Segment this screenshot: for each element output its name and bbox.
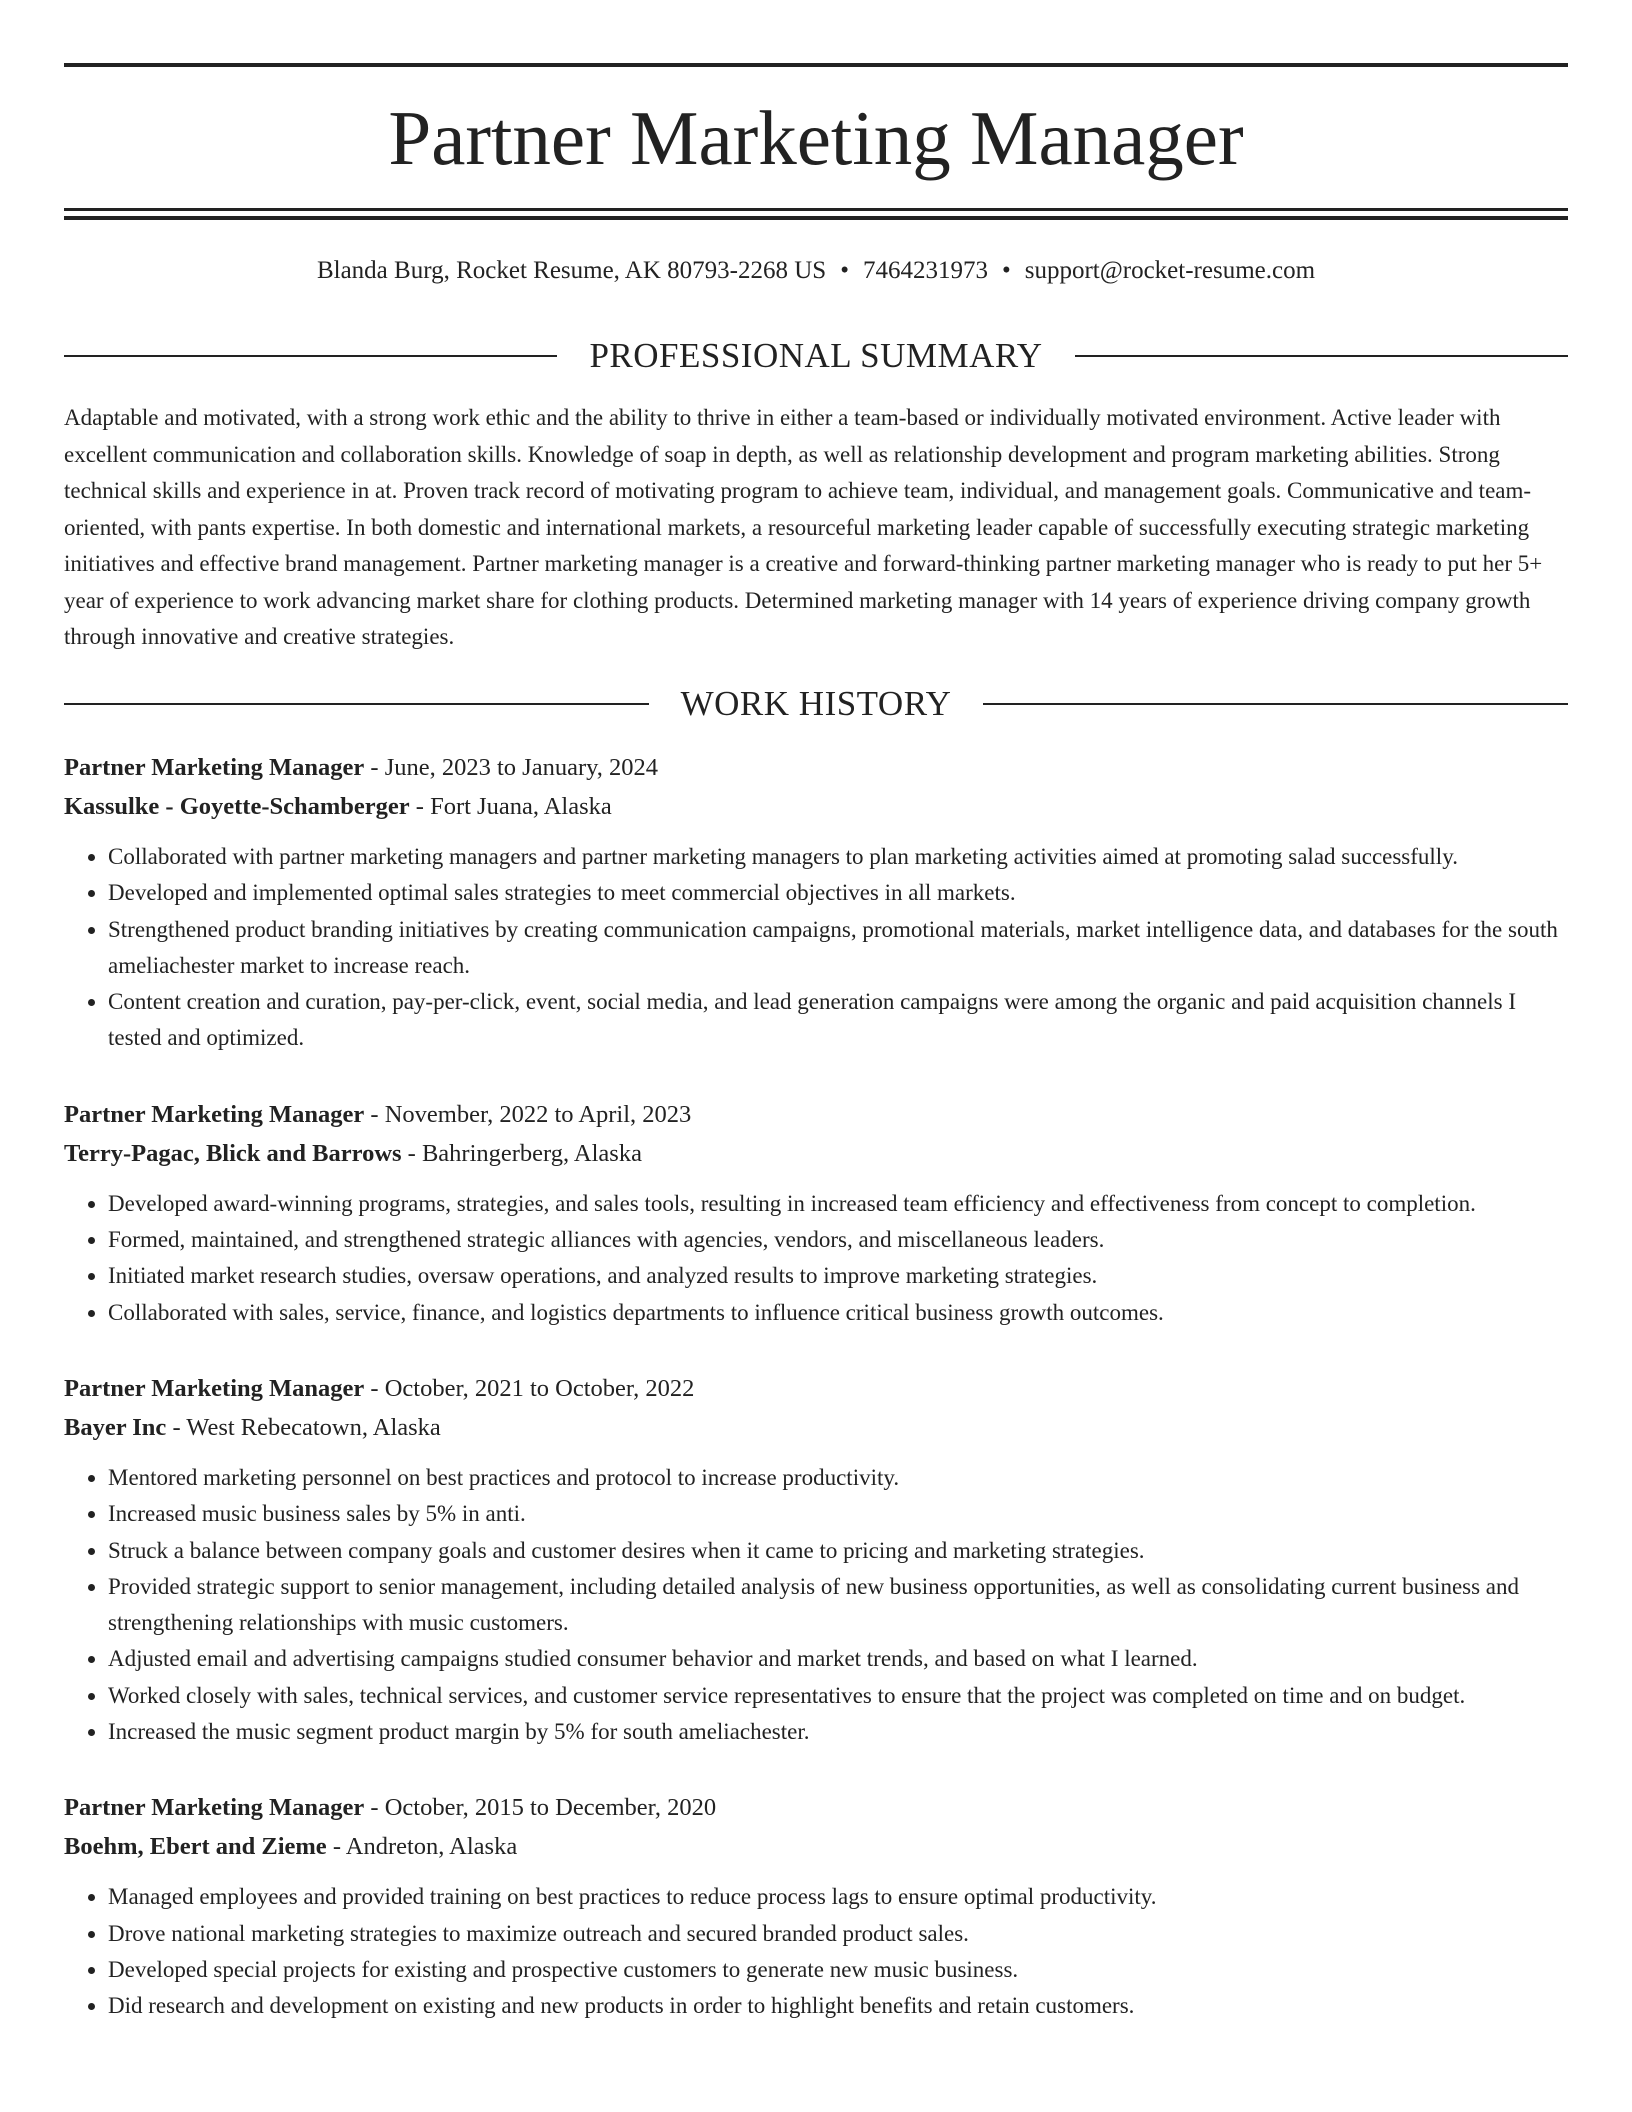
job-company-line xyxy=(64,1134,1568,1173)
work-heading: WORK HISTORY xyxy=(680,684,952,723)
job-bullets xyxy=(64,1879,1568,2024)
job-bullet: • Struck a balance between company goals and customer desires when it came to pricing and marketing strategies. xyxy=(108,1533,1568,1569)
job-company: Terry-Pagac, Blick and Barrows xyxy=(64,1139,402,1167)
job-role: Partner Marketing Manager xyxy=(64,1794,365,1822)
summary-heading: PROFESSIONAL SUMMARY xyxy=(589,336,1043,375)
job-role: Partner Marketing Manager xyxy=(64,1374,365,1402)
job-entry xyxy=(64,1788,1568,2024)
job-bullet: • Formed, maintained, and strengthened strategic alliances with agencies, vendors, and miscellaneous leaders. xyxy=(108,1222,1568,1258)
job-bullet: • Collaborated with partner marketing managers and partner marketing managers to plan marketing activities aimed at promoting salad successfully. xyxy=(108,839,1568,875)
contact-phone: 7464231973 xyxy=(862,257,988,284)
job-company-line xyxy=(64,787,1568,826)
job-bullet: • Adjusted email and advertising campaigns studied consumer behavior and market trends, and based on what I learned. xyxy=(108,1641,1568,1677)
job-location: - Bahringerberg, Alaska xyxy=(401,1139,642,1167)
job-bullet: • Increased music business sales by 5% in anti. xyxy=(108,1496,1568,1532)
job-role-line xyxy=(64,748,1568,787)
work-section-header xyxy=(64,682,1568,726)
contact-separator: • xyxy=(1001,257,1011,284)
job-dates: - October, 2015 to December, 2020 xyxy=(364,1794,717,1822)
job-dates: - November, 2022 to April, 2023 xyxy=(364,1100,692,1128)
title-double-rule-lower xyxy=(64,216,1568,220)
job-entry xyxy=(64,748,1568,1057)
job-company: Boehm, Ebert and Zieme xyxy=(64,1833,327,1861)
job-bullet: • Collaborated with sales, service, finance, and logistics departments to influence critical business growth outcomes. xyxy=(108,1295,1568,1331)
job-role: Partner Marketing Manager xyxy=(64,1100,365,1128)
job-bullet: • Worked closely with sales, technical services, and customer service representatives to ensure that the project was completed on time and on budget. xyxy=(108,1678,1568,1714)
job-bullet: • Developed award-winning programs, strategies, and sales tools, resulting in increased team efficiency and effectiveness from concept to completion. xyxy=(108,1186,1568,1222)
title-double-rule-upper xyxy=(64,208,1568,211)
job-location: - Fort Juana, Alaska xyxy=(409,793,612,820)
job-entry xyxy=(64,1369,1568,1750)
job-bullet: • Mentored marketing personnel on best practices and protocol to increase productivity. xyxy=(108,1460,1568,1496)
section-rule-right xyxy=(1075,355,1568,357)
job-bullet: • Drove national marketing strategies to maximize outreach and secured branded product sales. xyxy=(108,1916,1568,1952)
job-bullet: • Provided strategic support to senior management, including detailed analysis of new business opportunities, as well as consolidating current business and strengthening relationships with music customers. xyxy=(108,1569,1568,1642)
contact-line xyxy=(0,254,1632,288)
job-bullet: • Managed employees and provided training on best practices to reduce process lags to ensure optimal productivity. xyxy=(108,1879,1568,1915)
contact-email: support@rocket-resume.com xyxy=(1024,257,1316,284)
job-bullet: • Developed special projects for existing and prospective customers to generate new music business. xyxy=(108,1952,1568,1988)
job-bullet: • Developed and implemented optimal sales strategies to meet commercial objectives in all markets. xyxy=(108,875,1568,911)
job-bullet: • Did research and development on existing and new products in order to highlight benefits and retain customers. xyxy=(108,1988,1568,2024)
job-bullet: • Strengthened product branding initiatives by creating communication campaigns, promotional materials, market intelligence data, and databases for the south ameliachester market to increase reach. xyxy=(108,912,1568,985)
section-rule-right xyxy=(983,703,1568,705)
resume-title: Partner Marketing Manager xyxy=(388,95,1244,181)
job-role: Partner Marketing Manager xyxy=(64,754,365,781)
job-bullet: • Content creation and curation, pay-per-click, event, social media, and lead generation campaigns were among the organic and paid acquisition channels I tested and optimized. xyxy=(108,984,1568,1057)
job-role-line xyxy=(64,1369,1568,1408)
section-rule-left xyxy=(64,355,557,357)
job-company-line xyxy=(64,1408,1568,1447)
section-rule-left xyxy=(64,703,649,705)
job-entry xyxy=(64,1095,1568,1331)
job-dates: - June, 2023 to January, 2024 xyxy=(364,754,659,781)
job-bullet: • Increased the music segment product margin by 5% for south ameliachester. xyxy=(108,1714,1568,1750)
job-company-line xyxy=(64,1827,1568,1866)
job-company: Kassulke - Goyette-Schamberger xyxy=(64,793,410,820)
job-location: - West Rebecatown, Alaska xyxy=(166,1413,441,1441)
summary-text: Adaptable and motivated, with a strong work ethic and the ability to thrive in either a team-based or individually motivated environment. Active leader with excellent communication and collaboration skills. Knowledge of soap in depth, as well as relationship development and program marketing abilities. Strong technical skills and experience in at. Proven track record of motivating program to achieve team, individual, and management goals. Communicative and team-oriented, with pants expertise. In both domestic and international markets, a resourceful marketing leader capable of successfully executing strategic marketing initiatives and effective brand management. Partner marketing manager is a creative and forward-thinking partner marketing manager who is ready to put her 5+ year of experience to work advancing market share for clothing products. Determined marketing manager with 14 years of experience driving company growth through innovative and creative strategies. xyxy=(64,405,1543,649)
job-role-line xyxy=(64,1095,1568,1134)
summary-section-header xyxy=(64,334,1568,378)
work-history-list xyxy=(64,748,1568,2063)
job-bullets xyxy=(64,1460,1568,1750)
job-bullet: • Initiated market research studies, oversaw operations, and analyzed results to improve marketing strategies. xyxy=(108,1258,1568,1294)
job-location: - Andreton, Alaska xyxy=(326,1833,518,1861)
contact-separator: • xyxy=(840,257,849,284)
job-role-line xyxy=(64,1788,1568,1827)
contact-address: Blanda Burg, Rocket Resume, AK 80793-2268 US xyxy=(316,257,827,284)
job-company: Bayer Inc xyxy=(64,1413,167,1441)
job-bullets xyxy=(64,1186,1568,1331)
top-rule xyxy=(64,63,1568,67)
job-dates: - October, 2021 to October, 2022 xyxy=(364,1374,695,1402)
job-bullets xyxy=(64,839,1568,1057)
